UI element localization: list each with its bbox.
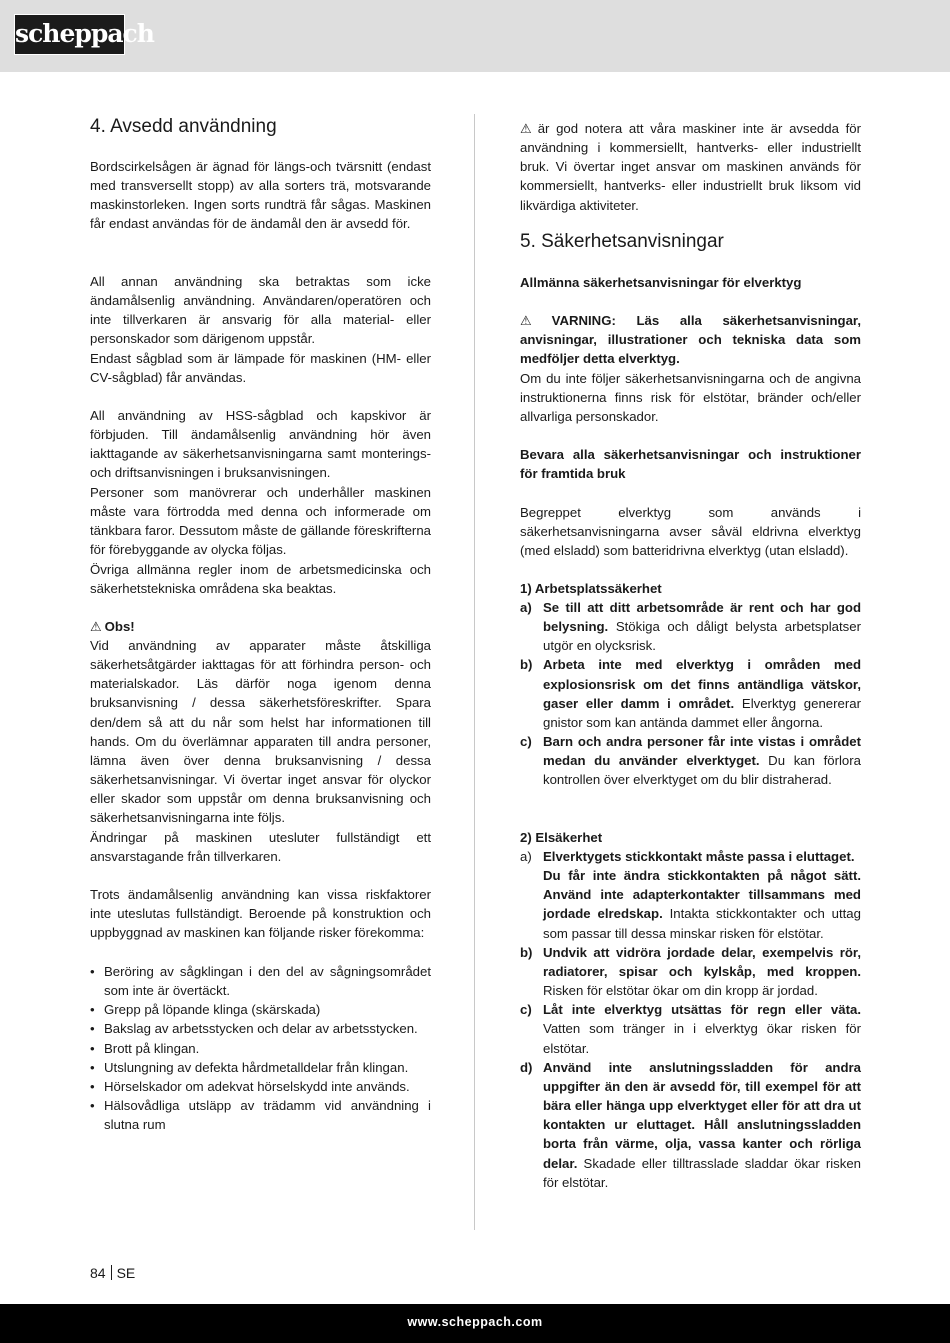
item-text: Vatten som tränger in i elverktyg ökar risken för elstötar. [543,1021,861,1056]
warning-triangle-icon: ⚠ [520,121,535,136]
page-number-value: 84 [90,1265,106,1281]
list-item: • Hörselskador om adekvat hörselskydd inte används. [90,1077,431,1096]
risk-intro-paragraph: Trots ändamålsenlig användning kan vissa riskfaktorer inte uteslutas fullständigt. Beroende på konstruktion och uppbyggnad av maskinen kan följande risker förekomma: [90,887,431,941]
list-item [520,847,861,943]
keep-instructions-paragraph: Bevara alla säkerhetsanvisningar och instruktioner för framtida bruk [520,447,861,482]
warning-triangle-icon: ⚠ [520,313,549,328]
list-item [520,943,861,1000]
list-item: • Hälsovådliga utsläpp av trädamm vid användning i slutna rum [90,1096,431,1134]
item-label: a) [520,600,532,615]
list-item [520,598,861,655]
regulations-paragraph: Övriga allmänna regler inom de arbetsmedicinska och säkerhetstekniska områdena ska beaktas. [90,562,431,597]
column-divider [474,114,475,1230]
item-bold-text: Se till att ditt arbetsområde är rent och har god belysning. [543,600,861,635]
warning-consequence-paragraph: Om du inte följer säkerhetsanvisningarna och de angivna instruktionerna finns risk för elstötar, bränder och/eller allvarliga personskador. [520,371,861,425]
warning-triangle-icon: ⚠ [90,619,102,634]
item-text: Du kan förlora kontrollen över elverktyget om du blir distraherad. [543,753,861,788]
blade-paragraph: Endast sågblad som är lämpade för maskinen (HM- eller CV-sågblad) får användas. [90,351,431,386]
list-item [520,1058,861,1192]
item-text: Intakta stickkontakter och uttag som passar till dessa minskar risken för elstötar. [543,906,861,941]
language-code: SE [116,1265,136,1281]
obs-title-text: Obs! [104,619,135,634]
workplace-safety-list [520,598,861,790]
power-tool-term-paragraph: Begreppet elverktyg som används i säkerhetsanvisningarna avser såväl eldrivna elverktyg (med elsladd) som batteridrivna elverktyg (utan elsladd). [520,505,861,559]
item-bold-text: Låt inte elverktyg utsättas för regn eller väta. [543,1002,861,1018]
item-bold-text: Undvik att vidröra jordade delar, exempelvis rör, radiatorer, spisar och kylskåp, med kroppen. [543,944,861,979]
list-item: • Beröring av sågklingan i den del av sågningsområdet som inte är övertäckt. [90,962,431,1000]
list-item: • Utslungning av defekta hårdmetalldelar från klingan. [90,1058,431,1077]
page-number [90,1264,135,1282]
item-label: c) [520,734,532,750]
item-bold-text: Barn och andra personer får inte vistas i området medan du använder elverktyget. [543,734,861,769]
commercial-use-text: är god notera att våra maskiner inte är avsedda för användning i kommersiellt, hantverks- eller industriellt bruk. Vi övertar inget ansvar om maskinen används för kommersiellt, hantverks- eller industriellt bruk liksom vid likvärdiga aktiviteter. [520,121,862,213]
electrical-safety-title: 2) Elsäkerhet [520,830,603,845]
warning-paragraph [520,311,861,368]
obs-paragraph: Vid användning av apparater måste åtskilliga säkerhetsåtgärder iakttagas för att förhindra person- och materialskador. Läs därför noga igenom denna bruksanvisning / dessa säkerhetsföreskrifter. Spara den/dem så att du når som helst har informationen till hands. Om du överlämnar apparaten till andra personer, lämna även över denna bruksanvisning / dessa säkerhetsanvisningar. Vi övertar inget ansvar för olyckor eller skador som uppstår om denna bruksanvisning och säkerhetsanvisningarna inte följs. [90,638,431,826]
commercial-use-paragraph [520,119,861,215]
item-text: Stökiga och dåligt belysta arbetsplatser utgör en olycksrisk. [543,619,861,654]
obs-paragraph-2: Ändringar på maskinen utesluter fullständigt ett ansvarstagande från tillverkaren. [90,830,431,865]
list-item: • Bakslag av arbetsstycken och delar av arbetsstycken. [90,1019,431,1038]
page-separator [111,1265,112,1280]
other-use-paragraph: All annan användning ska betraktas som icke ändamålsenlig användning. Användaren/operatören och inte tillverkaren är ansvarig för alla material- eller personskador som därigenom uppstår. [90,274,431,347]
section-heading-4: 4. Avsedd användning [90,116,277,137]
warning-bold-text: VARNING: Läs alla säkerhetsanvisningar, anvisningar, illustrationer och tekniska data som medföljer detta elverktyg. [520,313,861,367]
electrical-safety-list [520,847,861,1192]
item-bold-text-2: Du får inte ändra stickkontakten på något sätt. Använd inte adapterkontakter tillsammans med jordade elredskap. [543,868,861,922]
item-label: b) [520,944,533,960]
hss-paragraph: All användning av HSS-sågblad och kapskivor är förbjuden. Till ändamålsenlig användning hör även iakttagande av säkerhetsanvisningarna samt monterings- och driftsanvisningen i bruksanvisningen. [90,408,431,481]
intended-use-paragraph: Bordscirkelsågen är ägnad för längs-och tvärsnitt (endast med transversellt stopp) av alla sorters trä, motsvarande maskinstorleken. Ingen sorts rundträ får sågas. Maskinen får endast användas för de ändamål den är avsedd för. [90,159,431,232]
list-item: • Grepp på löpande klinga (skärskada) [90,1000,431,1019]
section-heading-5: 5. Säkerhetsanvisningar [520,231,724,252]
list-item [520,655,861,732]
item-label: a) [520,849,532,864]
item-bold-text: Arbeta inte med elverktyg i områden med explosionsrisk om det finns antändliga vätskor, gaser eller damm i området. [543,657,861,711]
item-label: c) [520,1002,532,1018]
operators-paragraph: Personer som manövrerar och underhåller maskinen måste vara förtrodda med denna och informerade om tänkbara faror. Dessutom måste de gällande föreskrifterna för förebyggande av olycka följas. [90,485,431,558]
item-text: Elverktyg genererar gnistor som kan antända dammet eller ångorna. [543,695,861,730]
item-text: Risken för elstötar ökar om din kropp är jordad. [543,983,818,999]
item-text: Skadade eller tilltrasslade sladdar ökar risken för elstötar. [543,1155,861,1190]
item-bold-text: Elverktygets stickkontakt måste passa i eluttaget. [543,849,855,864]
list-item: • Brott på klingan. [90,1039,431,1058]
risk-list [90,962,431,1134]
brand-logo: scheppach [14,14,125,55]
workplace-safety-title: 1) Arbetsplatssäkerhet [520,581,662,596]
general-safety-subheading: Allmänna säkerhetsanvisningar för elverktyg [520,275,802,290]
list-item [520,732,861,789]
obs-title [90,617,431,636]
item-bold-text: Använd inte anslutningssladden för andra uppgifter än den är avsedd för, till exempel för att bära eller hänga upp elverktyget eller för att dra ut kontakten ur eluttaget. Håll anslutningssladden borta från värme, olja, vassa kanter och rörliga delar. [543,1059,861,1171]
item-label: b) [520,657,533,673]
item-label: d) [520,1059,533,1075]
footer-url[interactable]: www.scheppach.com [407,1315,543,1329]
list-item [520,1000,861,1057]
